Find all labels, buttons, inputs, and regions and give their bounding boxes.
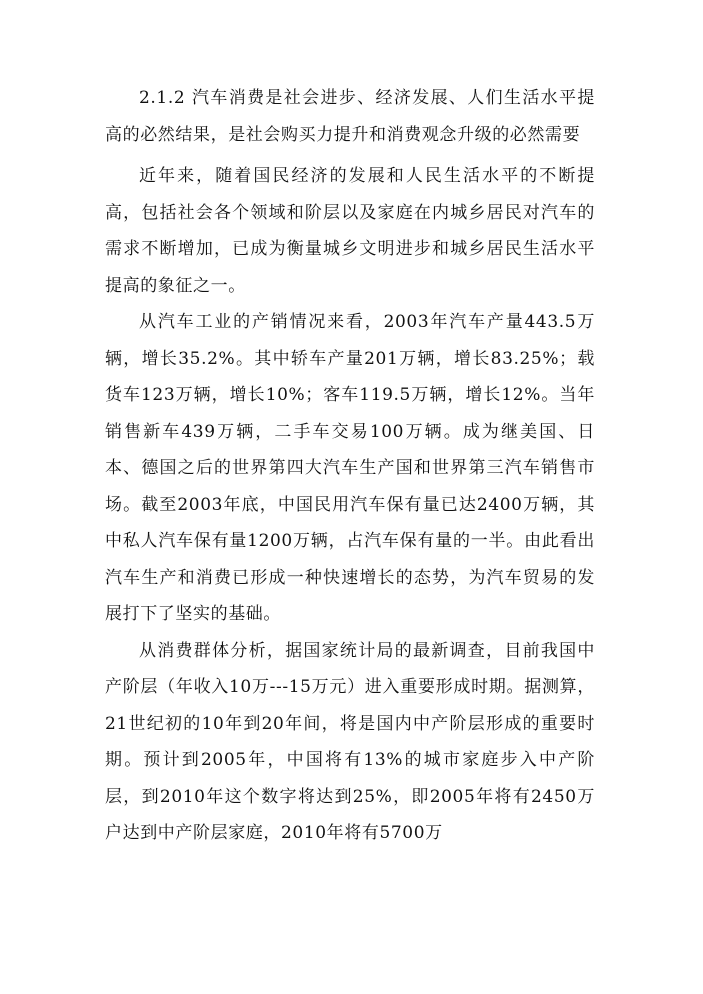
document-body — [105, 80, 595, 852]
section-heading: 2.1.2 汽车消费是社会进步、经济发展、人们生活水平提高的必然结果，是社会购买力提升和消费观念升级的必然需要 — [105, 88, 595, 145]
paragraph-1: 近年来，随着国民经济的发展和人民生活水平的不断提高，包括社会各个领域和阶层以及家庭在内城乡居民对汽车的需求不断增加，已成为衡量城乡文明进步和城乡居民生活水平提高的象征之一。 — [105, 166, 595, 296]
paragraph-3: 从消费群体分析，据国家统计局的最新调查，目前我国中产阶层（年收入10万---15万元）进入重要形成时期。据测算，21世纪初的10年到20年间，将是国内中产阶层形成的重要时期。预计到2005年，中国将有13%的城市家庭步入中产阶层，到2010年这个数字将达到25%，即2005年将有2450万户达到中产阶层家庭，2010年将有5700万 — [105, 640, 595, 843]
paragraph-2: 从汽车工业的产销情况来看，2003年汽车产量443.5万辆，增长35.2%。其中轿车产量201万辆，增长83.25%；载货车123万辆，增长10%；客车119.5万辆，增长12%。当年销售新车439万辆，二手车交易100万辆。成为继美国、日本、德国之后的世界第四大汽车生产国和世界第三汽车销售市场。截至2003年底，中国民用汽车保有量已达2400万辆，其中私人汽车保有量1200万辆，占汽车保有量的一半。由此看出汽车生产和消费已形成一种快速增长的态势，为汽车贸易的发展打下了坚实的基础。 — [105, 312, 595, 624]
